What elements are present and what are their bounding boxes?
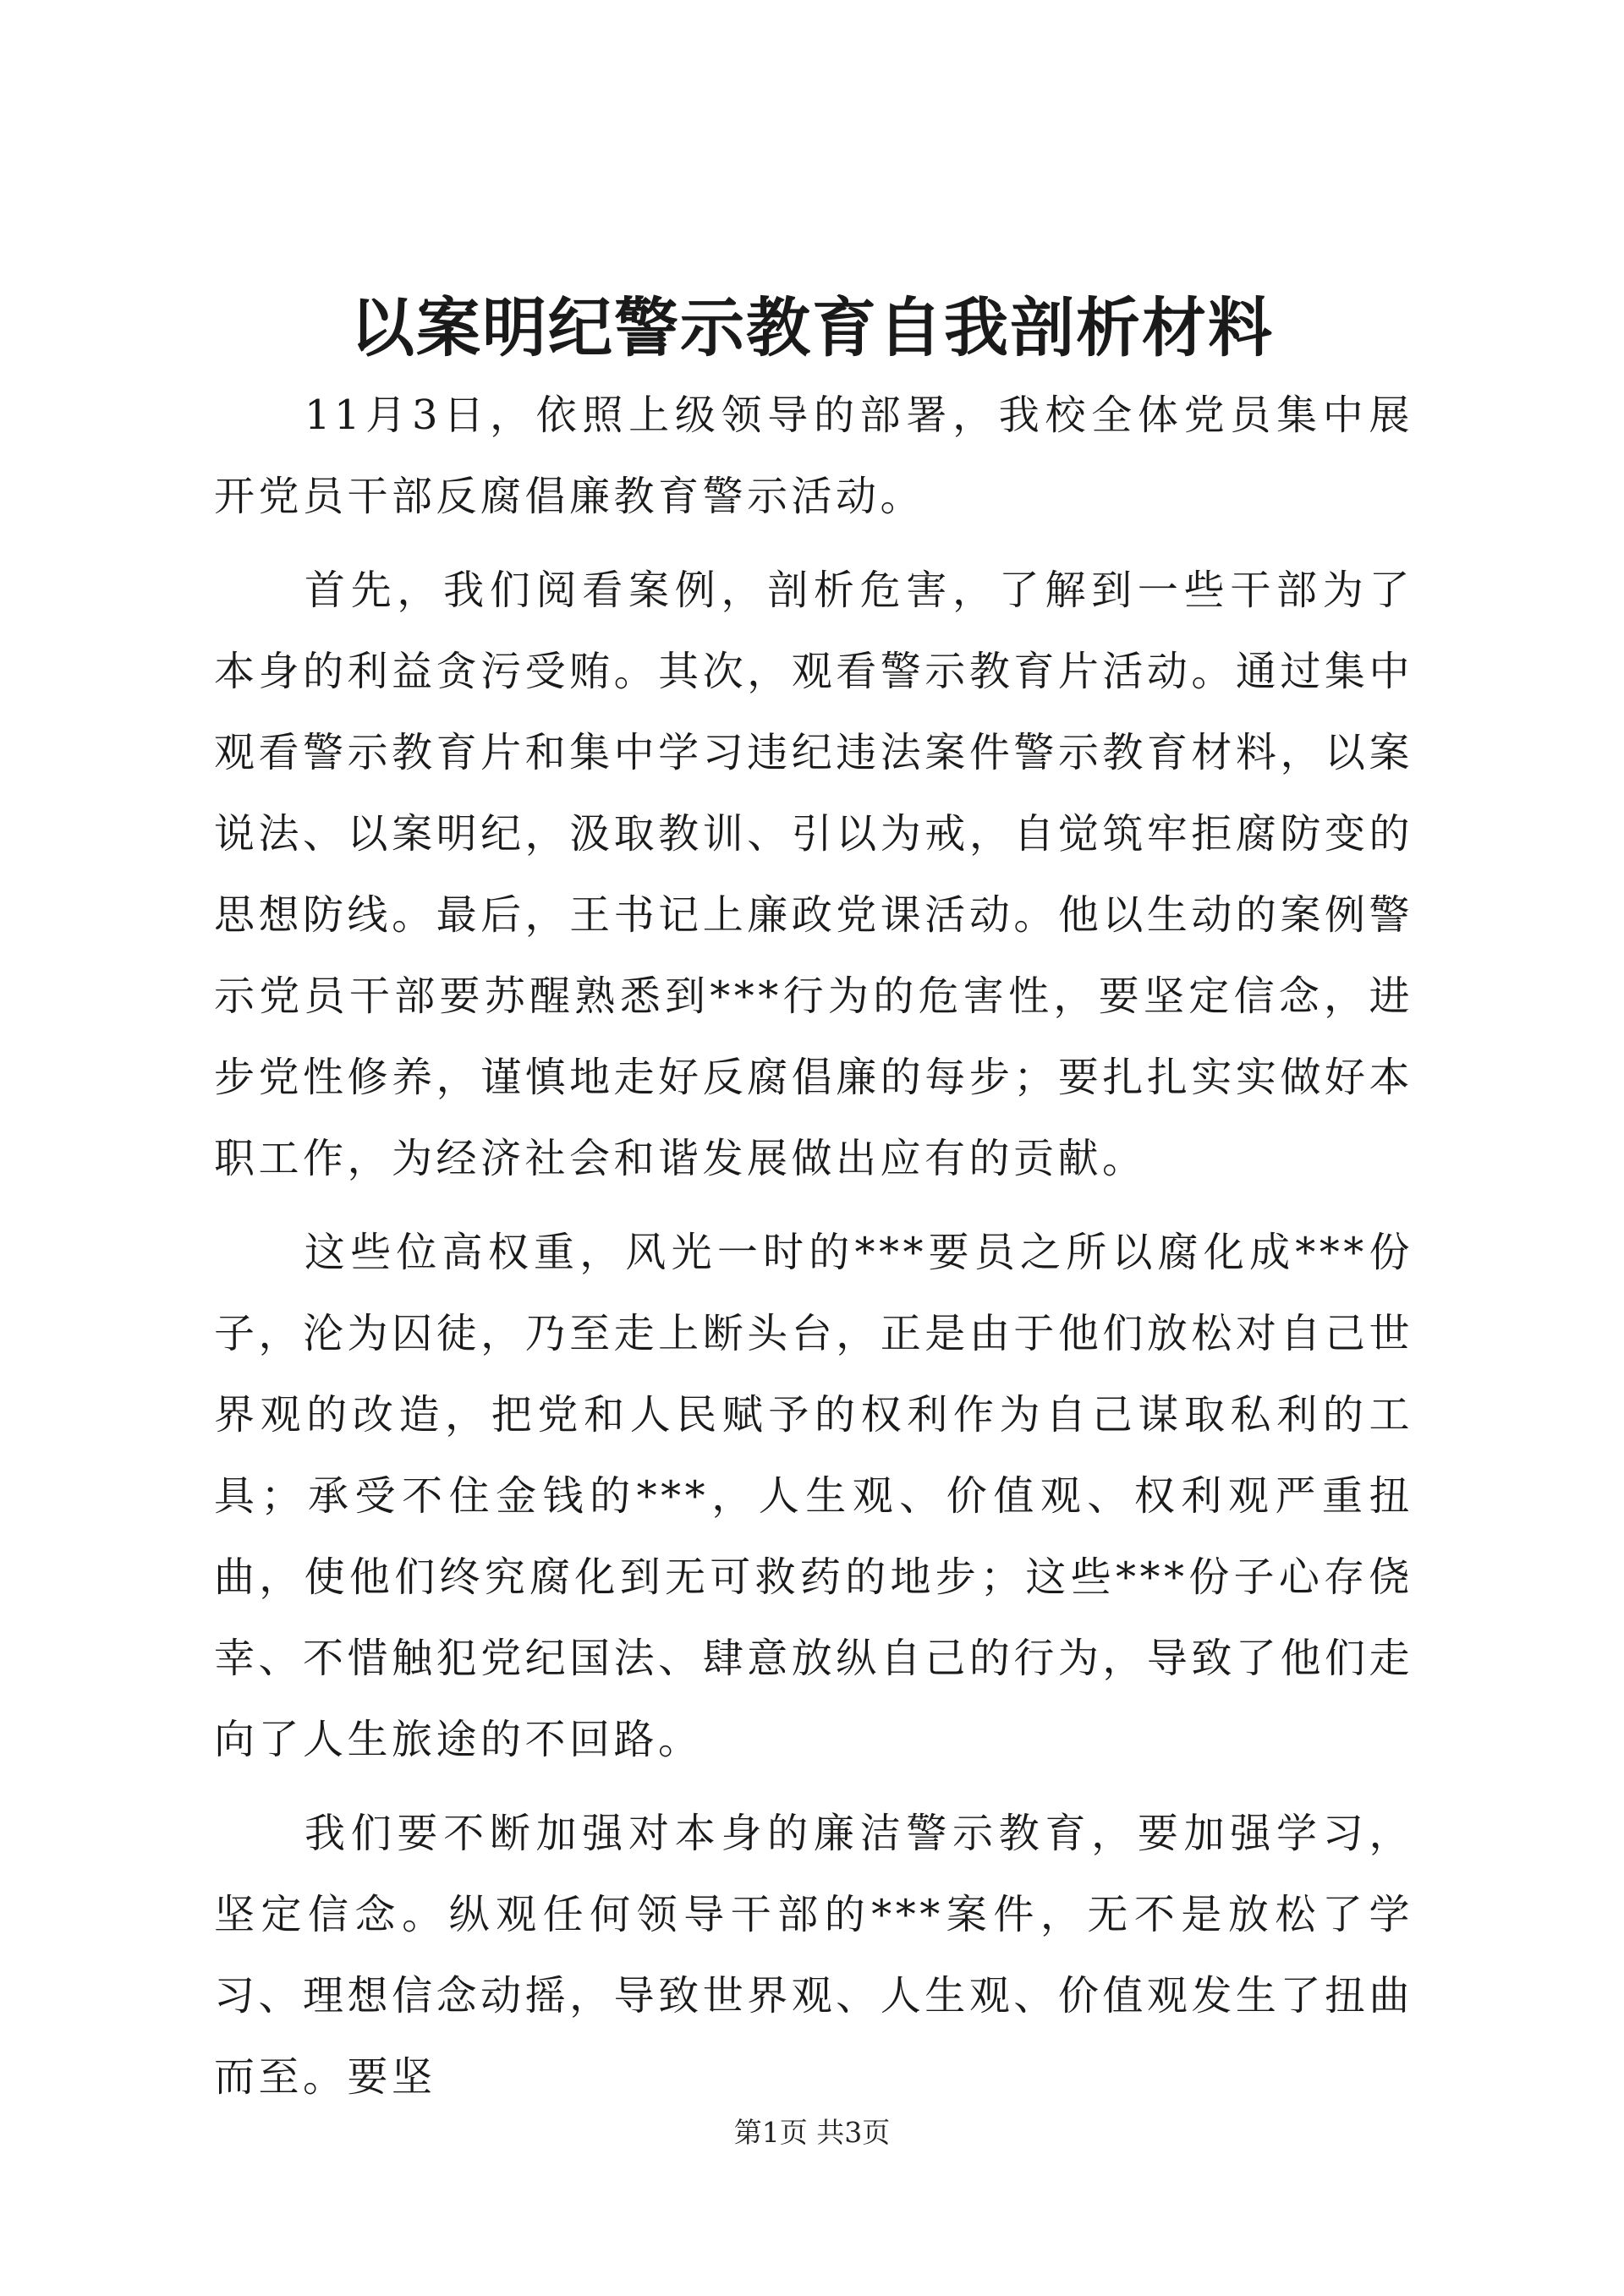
paragraph: 我们要不断加强对本身的廉洁警示教育，要加强学习，坚定信念。纵观任何领导干部的***案件，无不是放松了学习、理想信念动摇，导致世界观、人生观、价值观发生了扭曲而至。要坚 bbox=[214, 1810, 1413, 2101]
paragraph: 11月3日，依照上级领导的部署，我校全体党员集中展开党员干部反腐倡廉教育警示活动。 bbox=[214, 392, 1413, 520]
paragraph: 这些位高权重，风光一时的***要员之所以腐化成***份子，沦为囚徒，乃至走上断头台，正是由于他们放松对自己世界观的改造，把党和人民赋予的权利作为自己谋取私利的工具；承受不住金钱的***，人生观、价值观、权利观严重扭曲，使他们终究腐化到无可救药的地步；这些***份子心存侥幸、不惜触犯党纪国法、肆意放纵自己的行为，导致了他们走向了人生旅途的不回路。 bbox=[214, 1229, 1413, 1763]
paragraph: 首先，我们阅看案例，剖析危害，了解到一些干部为了本身的利益贪污受贿。其次，观看警示教育片活动。通过集中观看警示教育片和集中学习违纪违法案件警示教育材料，以案说法、以案明纪，汲取教训、引以为戒，自觉筑牢拒腐防变的思想防线。最后，王书记上廉政党课活动。他以生动的案例警示党员干部要苏醒熟悉到***行为的危害性，要坚定信念，进步党性修养，谨慎地走好反腐倡廉的每步；要扎扎实实做好本职工作，为经济社会和谐发展做出应有的贡献。 bbox=[214, 567, 1413, 1182]
page-number-footer: 第1页 共3页 bbox=[733, 2116, 891, 2149]
document-title: 以案明纪警示教育自我剖析材料 bbox=[350, 290, 1274, 365]
document-body bbox=[214, 375, 1413, 2130]
